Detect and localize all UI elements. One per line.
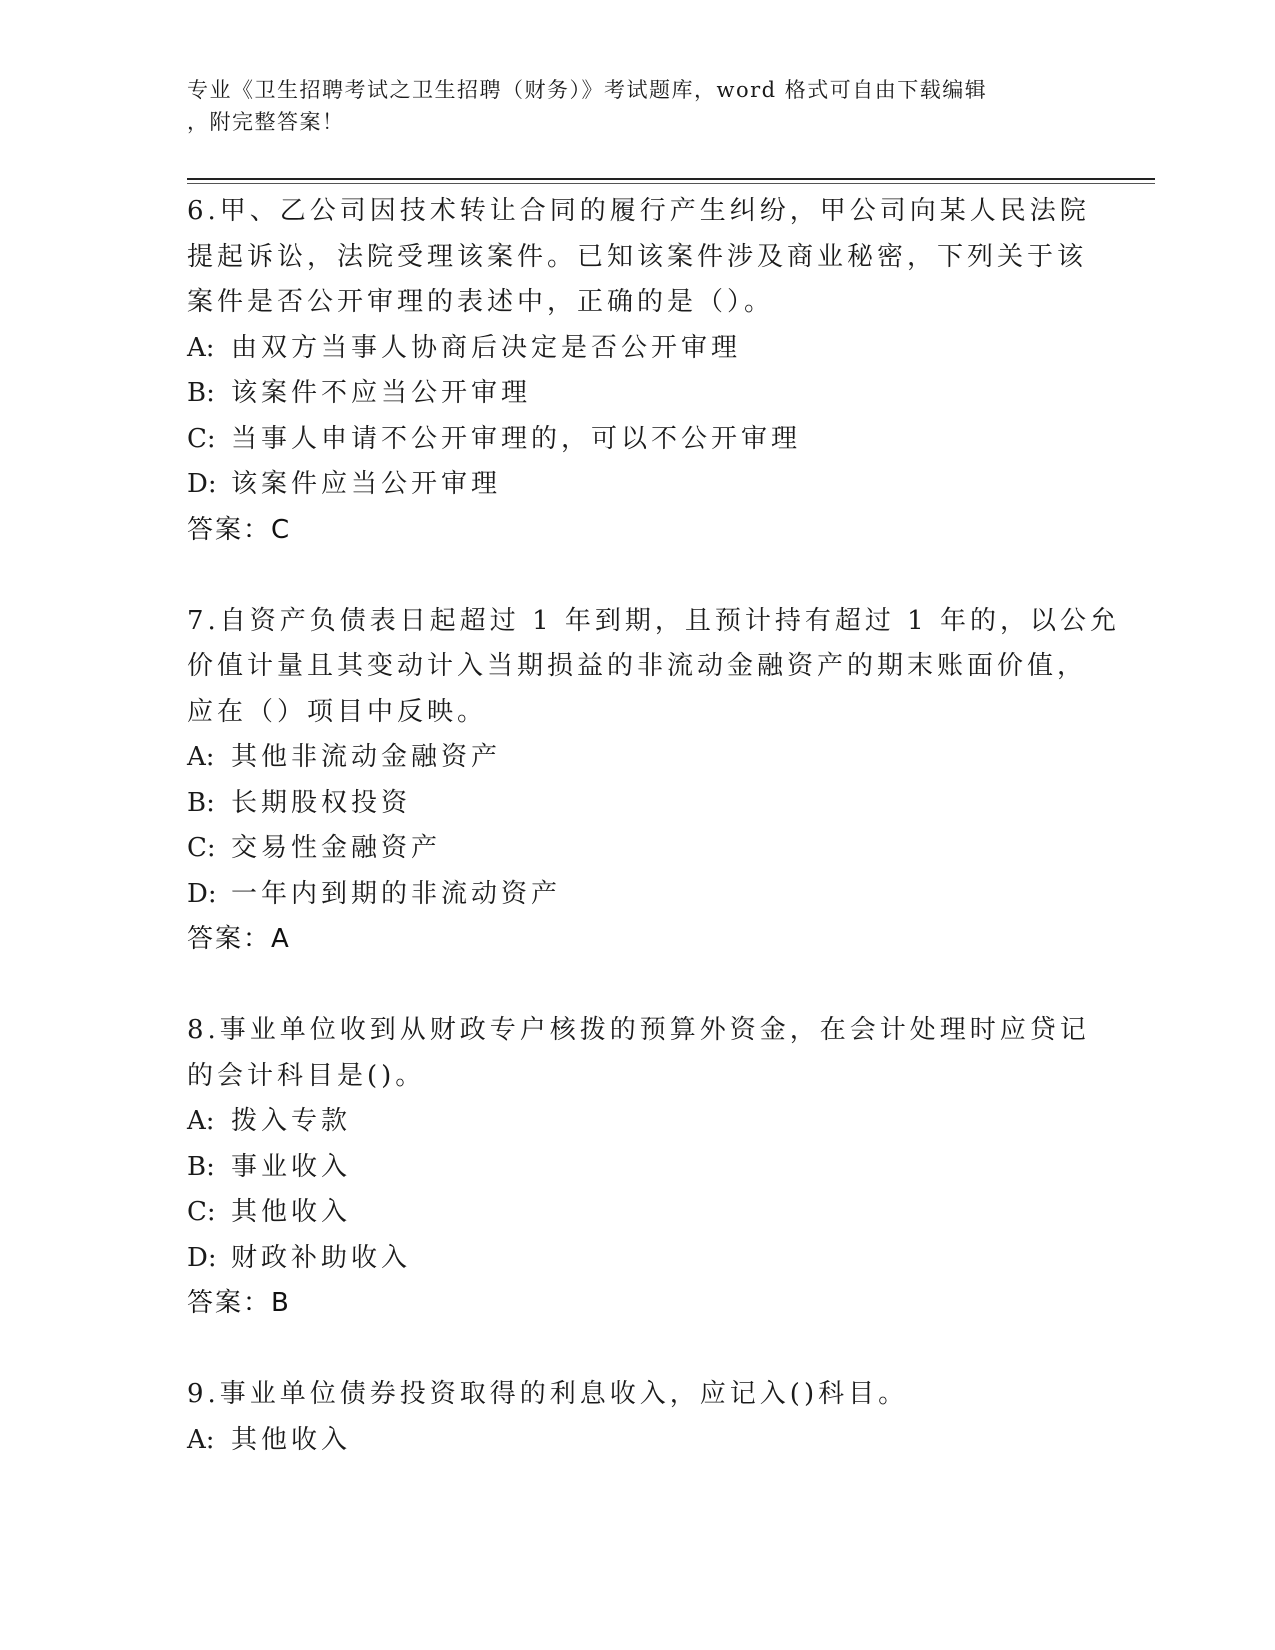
option-key: A: [187, 1106, 215, 1136]
option-b [187, 371, 1087, 417]
option-text: 该案件应当公开审理 [231, 469, 502, 499]
option-key: D: [187, 1242, 217, 1273]
option-text: 其他非流动金融资产 [231, 742, 502, 772]
header-line-2: ，附完整答案！ [187, 110, 345, 134]
option-a [187, 1099, 1087, 1145]
option-key: D: [187, 878, 217, 909]
stem-line: 应在（）项目中反映。 [187, 696, 488, 727]
option-key: B: [187, 787, 215, 818]
question-stem [187, 1372, 1087, 1418]
option-text: 当事人申请不公开审理的，可以不公开审理 [231, 423, 802, 454]
stem-line: 7.自资产负债表日起超过 1 年到期，且预计持有超过 1 年的，以公允 [187, 605, 1120, 636]
option-c [187, 826, 1087, 872]
stem-line: 6.甲、乙公司因技术转让合同的履行产生纠纷，甲公司向某人民法院 [187, 196, 1090, 226]
question-9 [187, 1372, 1087, 1463]
option-key: B: [187, 378, 215, 408]
option-a [187, 326, 1087, 372]
answer-line [187, 1281, 1087, 1327]
option-b [187, 1145, 1087, 1191]
option-text: 该案件不应当公开审理 [231, 378, 532, 408]
header-divider-thin [187, 183, 1155, 184]
option-key: A: [187, 332, 215, 363]
option-text: 交易性金融资产 [231, 833, 442, 863]
header-line-1: 专业《卫生招聘考试之卫生招聘（财务）》考试题库，word 格式可自由下载编辑 [187, 78, 988, 102]
option-key: A: [187, 1424, 215, 1455]
option-text: 拨入专款 [231, 1106, 352, 1136]
option-text: 一年内到期的非流动资产 [231, 878, 562, 909]
stem-line: 8.事业单位收到从财政专户核拨的预算外资金，在会计处理时应贷记 [187, 1015, 1090, 1045]
answer-label: 答案： [187, 1288, 272, 1318]
option-text: 其他收入 [231, 1197, 352, 1227]
answer-value: A [271, 924, 289, 954]
answer-value: B [271, 1288, 289, 1318]
option-a [187, 1418, 1087, 1464]
option-key: C: [187, 833, 216, 863]
answer-line [187, 508, 1087, 554]
stem-line: 案件是否公开审理的表述中，正确的是（）。 [187, 287, 775, 317]
question-spacer [187, 1327, 1087, 1373]
question-7 [187, 599, 1120, 963]
answer-line [187, 917, 1087, 963]
document-header [187, 74, 1067, 138]
answer-value: C [271, 514, 290, 545]
option-a [187, 735, 1087, 781]
question-spacer [187, 963, 1087, 1009]
question-6 [187, 189, 1090, 553]
option-key: B: [187, 1151, 215, 1182]
stem-line: 提起诉讼，法院受理该案件。已知该案件涉及商业秘密，下列关于该 [187, 241, 1088, 272]
question-stem [187, 189, 1090, 326]
option-c [187, 1190, 1087, 1236]
question-stem [187, 599, 1120, 736]
option-key: A: [187, 742, 215, 772]
option-key: D: [187, 469, 217, 499]
option-d [187, 872, 1087, 918]
question-8 [187, 1008, 1090, 1327]
option-d [187, 462, 1087, 508]
option-text: 由双方当事人协商后决定是否公开审理 [231, 332, 742, 363]
answer-label: 答案： [187, 924, 272, 954]
stem-line: 9.事业单位债券投资取得的利息收入，应记入()科目。 [187, 1379, 909, 1409]
option-key: C: [187, 1197, 216, 1227]
stem-line: 价值计量且其变动计入当期损益的非流动金融资产的期末账面价值， [187, 651, 1088, 681]
question-list [187, 189, 1120, 1463]
option-text: 其他收入 [231, 1424, 352, 1455]
answer-label: 答案： [187, 514, 272, 545]
question-stem [187, 1008, 1090, 1099]
option-d [187, 1236, 1087, 1282]
stem-line: 的会计科目是()。 [187, 1060, 426, 1091]
option-key: C: [187, 423, 216, 454]
header-divider-thick [187, 178, 1155, 180]
option-c [187, 417, 1087, 463]
option-text: 财政补助收入 [231, 1242, 412, 1273]
option-text: 长期股权投资 [231, 787, 412, 818]
option-b [187, 781, 1087, 827]
option-text: 事业收入 [231, 1151, 352, 1182]
question-spacer [187, 553, 1087, 599]
